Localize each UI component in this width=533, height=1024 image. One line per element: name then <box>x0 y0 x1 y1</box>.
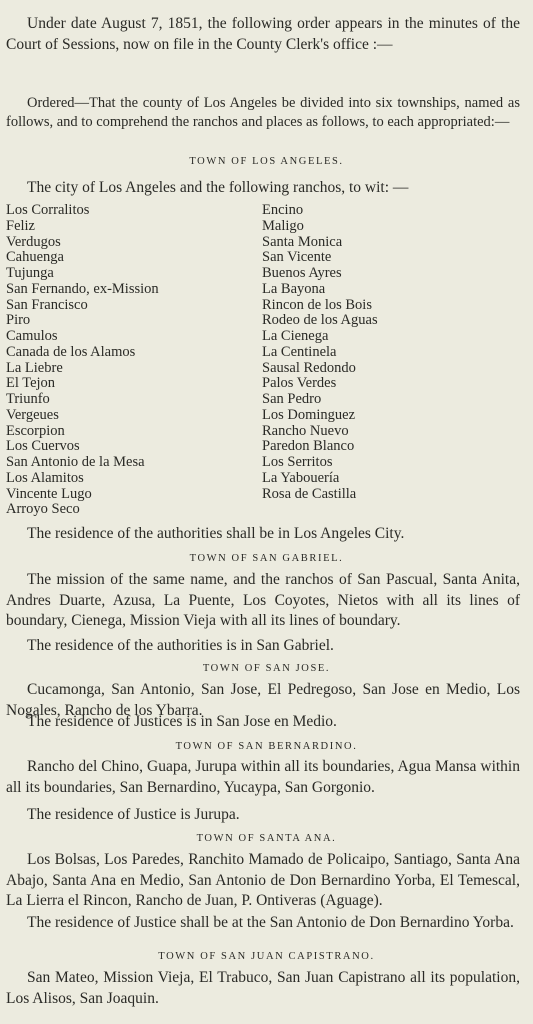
santa-ana-residence: The residence of Justice shall be at the San Antonio de Don Bernardino Yorba. <box>27 914 514 931</box>
list-item: Cahuenga <box>6 249 64 266</box>
list-item: Vergeues <box>6 406 59 423</box>
heading-town-san-juan-capistrano: TOWN OF SAN JUAN CAPISTRANO. <box>158 951 375 962</box>
san-jose-body: Cucamonga, San Antonio, San Jose, El Pedregoso, San Jose en Medio, Los Nogales, Rancho de los Ybarra. <box>6 681 520 719</box>
list-item: El Tejon <box>6 375 56 392</box>
list-item: La Bayona <box>262 280 326 297</box>
list-item: Santa Monica <box>262 233 343 250</box>
heading-town-los-angeles: TOWN OF LOS ANGELES. <box>189 156 344 167</box>
list-item: Los Serritos <box>262 454 333 470</box>
list-item: San Antonio de la Mesa <box>6 454 145 470</box>
heading-town-santa-ana: TOWN OF SANTA ANA. <box>196 833 337 844</box>
list-item: Los Corralitos <box>6 202 90 218</box>
ranchos-right-column <box>262 203 378 502</box>
list-item: Paredon Blanco <box>262 438 355 455</box>
list-item: Los Cuervos <box>6 438 80 455</box>
heading-town-san-bernardino: TOWN OF SAN BERNARDINO. <box>175 741 358 752</box>
list-item: La Yabouería <box>262 469 340 486</box>
list-item: Encino <box>262 202 304 218</box>
san-gabriel-body: The mission of the same name, and the ranchos of San Pascual, Santa Anita, Andres Duarte, Azusa, La Puente, Los Coyotes, Nietos with all its lines of boundary, Cienega, Mission Vieja with all its lines of boundary. <box>6 571 520 629</box>
list-item: Maligo <box>262 217 304 234</box>
san-bernardino-residence: The residence of Justice is Jurupa. <box>27 806 240 823</box>
los-angeles-residence: The residence of the authorities shall be in Los Angeles City. <box>27 525 405 542</box>
list-item: Los Dominguez <box>262 406 356 423</box>
list-item: Escorpion <box>6 422 65 439</box>
ranchos-left-column <box>6 203 159 518</box>
list-item: Camulos <box>6 328 58 344</box>
list-item: Arroyo Seco <box>6 501 80 518</box>
list-item: La Liebre <box>6 359 63 376</box>
san-jose-residence: The residence of Justices is in San Jose en Medio. <box>27 713 337 730</box>
list-item: Buenos Ayres <box>262 265 342 281</box>
san-bernardino-body: Rancho del Chino, Guapa, Jurupa within all its boundaries, Agua Mansa within all its boundaries, San Bernardino, Yucaypa, San Gorgonio. <box>6 758 520 796</box>
list-item: Feliz <box>6 217 35 234</box>
list-item: La Cienega <box>262 328 329 344</box>
intro-paragraph: Under date August 7, 1851, the following order appears in the minutes of the Court of Sessions, now on file in the County Clerk's office :— <box>6 15 520 53</box>
list-item: Sausal Redondo <box>262 359 356 376</box>
list-item: Rincon de los Bois <box>262 296 372 313</box>
list-item: Rancho Nuevo <box>262 422 349 439</box>
list-item: La Centinela <box>262 343 337 360</box>
list-item: Verdugos <box>6 233 61 250</box>
list-item: Tujunga <box>6 265 54 281</box>
order-paragraph: Ordered—That the county of Los Angeles be divided into six townships, named as follows, and to comprehend the ranchos and places as follows, to each appropriated:— <box>6 95 520 130</box>
list-item: Los Alamitos <box>6 469 84 486</box>
list-item: San Pedro <box>262 391 322 407</box>
heading-town-san-jose: TOWN OF SAN JOSE. <box>202 663 331 674</box>
list-item: Rodeo de los Aguas <box>262 312 378 329</box>
list-item: Rosa de Castilla <box>262 485 357 502</box>
list-item: Piro <box>6 312 31 329</box>
santa-ana-body: Los Bolsas, Los Paredes, Ranchito Mamado de Policaipo, Santiago, Santa Ana Abajo, Santa Ana en Medio, San Antonio de Don Bernardino Yorba, El Temescal, La Lierra el Rincon, Rancho de Juan, P. Ontiveras (Aguage). <box>6 851 520 909</box>
heading-town-san-gabriel: TOWN OF SAN GABRIEL. <box>189 553 344 564</box>
list-item: Triunfo <box>6 391 50 407</box>
list-item: San Fernando, ex-Mission <box>6 280 159 297</box>
san-gabriel-residence: The residence of the authorities is in San Gabriel. <box>27 637 334 654</box>
los-angeles-lead: The city of Los Angeles and the following ranchos, to wit: — <box>27 179 409 196</box>
list-item: Palos Verdes <box>262 375 337 392</box>
list-item: San Francisco <box>6 296 88 313</box>
list-item: San Vicente <box>262 249 332 266</box>
list-item: Canada de los Alamos <box>6 343 136 360</box>
san-juan-capistrano-body: San Mateo, Mission Vieja, El Trabuco, San Juan Capistrano all its population, Los Alisos, San Joaquin. <box>6 969 520 1007</box>
list-item: Vincente Lugo <box>6 485 92 502</box>
